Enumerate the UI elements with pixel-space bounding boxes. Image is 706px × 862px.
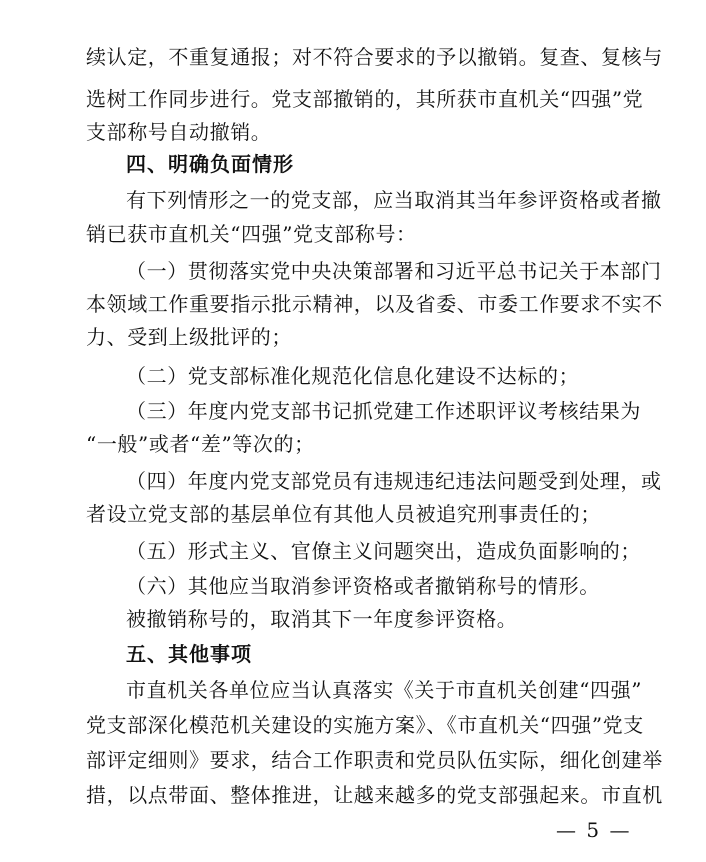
list-item-5: （五）形式主义、官僚主义问题突出，造成负面影响的； [126, 539, 641, 563]
paragraph-line: 力、受到上级批评的； [86, 325, 292, 349]
page-number: — 5 — [556, 818, 632, 842]
paragraph-line: 措，以点带面、整体推进，让越来越多的党支部强起来。市直机 [86, 783, 663, 807]
paragraph-line: 本领域工作重要指示批示精神，以及省委、市委工作要求不实不 [86, 292, 663, 316]
paragraph-line: 市直机关各单位应当认真落实《关于市直机关创建“四强” [126, 678, 643, 702]
section-heading-other-matters: 五、其他事项 [126, 642, 252, 666]
paragraph-line: 党支部深化模范机关建设的实施方案》、《市直机关“四强”党支 [86, 713, 644, 737]
list-item-3: （三）年度内党支部书记抓党建工作述职评议考核结果为 [126, 399, 641, 423]
paragraph-line: 选树工作同步进行。党支部撤销的，其所获市直机关“四强”党 [86, 87, 644, 111]
list-item-1: （一）贯彻落实党中央决策部署和习近平总书记关于本部门 [126, 259, 662, 283]
paragraph-line: 支部称号自动撤销。 [86, 120, 272, 144]
section-heading-negative-situations: 四、明确负面情形 [126, 152, 294, 176]
paragraph-line: 被撤销称号的，取消其下一年度参评资格。 [126, 607, 518, 631]
paragraph-line: 者设立党支部的基层单位有其他人员被追究刑事责任的； [86, 502, 601, 526]
paragraph-line: 部评定细则》要求，结合工作职责和党员队伍实际，细化创建举 [86, 748, 663, 772]
list-item-6: （六）其他应当取消参评资格或者撤销称号的情形。 [126, 574, 600, 598]
list-item-4: （四）年度内党支部党员有违规违纪违法问题受到处理，或 [126, 469, 662, 493]
paragraph-line: 销已获市直机关“四强”党支部称号： [86, 222, 417, 246]
paragraph-line: 续认定，不重复通报；对不符合要求的予以撤销。复查、复核与 [86, 45, 663, 69]
paragraph-line: “一般”或者“差”等次的； [86, 432, 315, 456]
list-item-2: （二）党支部标准化规范化信息化建设不达标的； [126, 364, 580, 388]
paragraph-line: 有下列情形之一的党支部，应当取消其当年参评资格或者撤 [126, 188, 662, 212]
